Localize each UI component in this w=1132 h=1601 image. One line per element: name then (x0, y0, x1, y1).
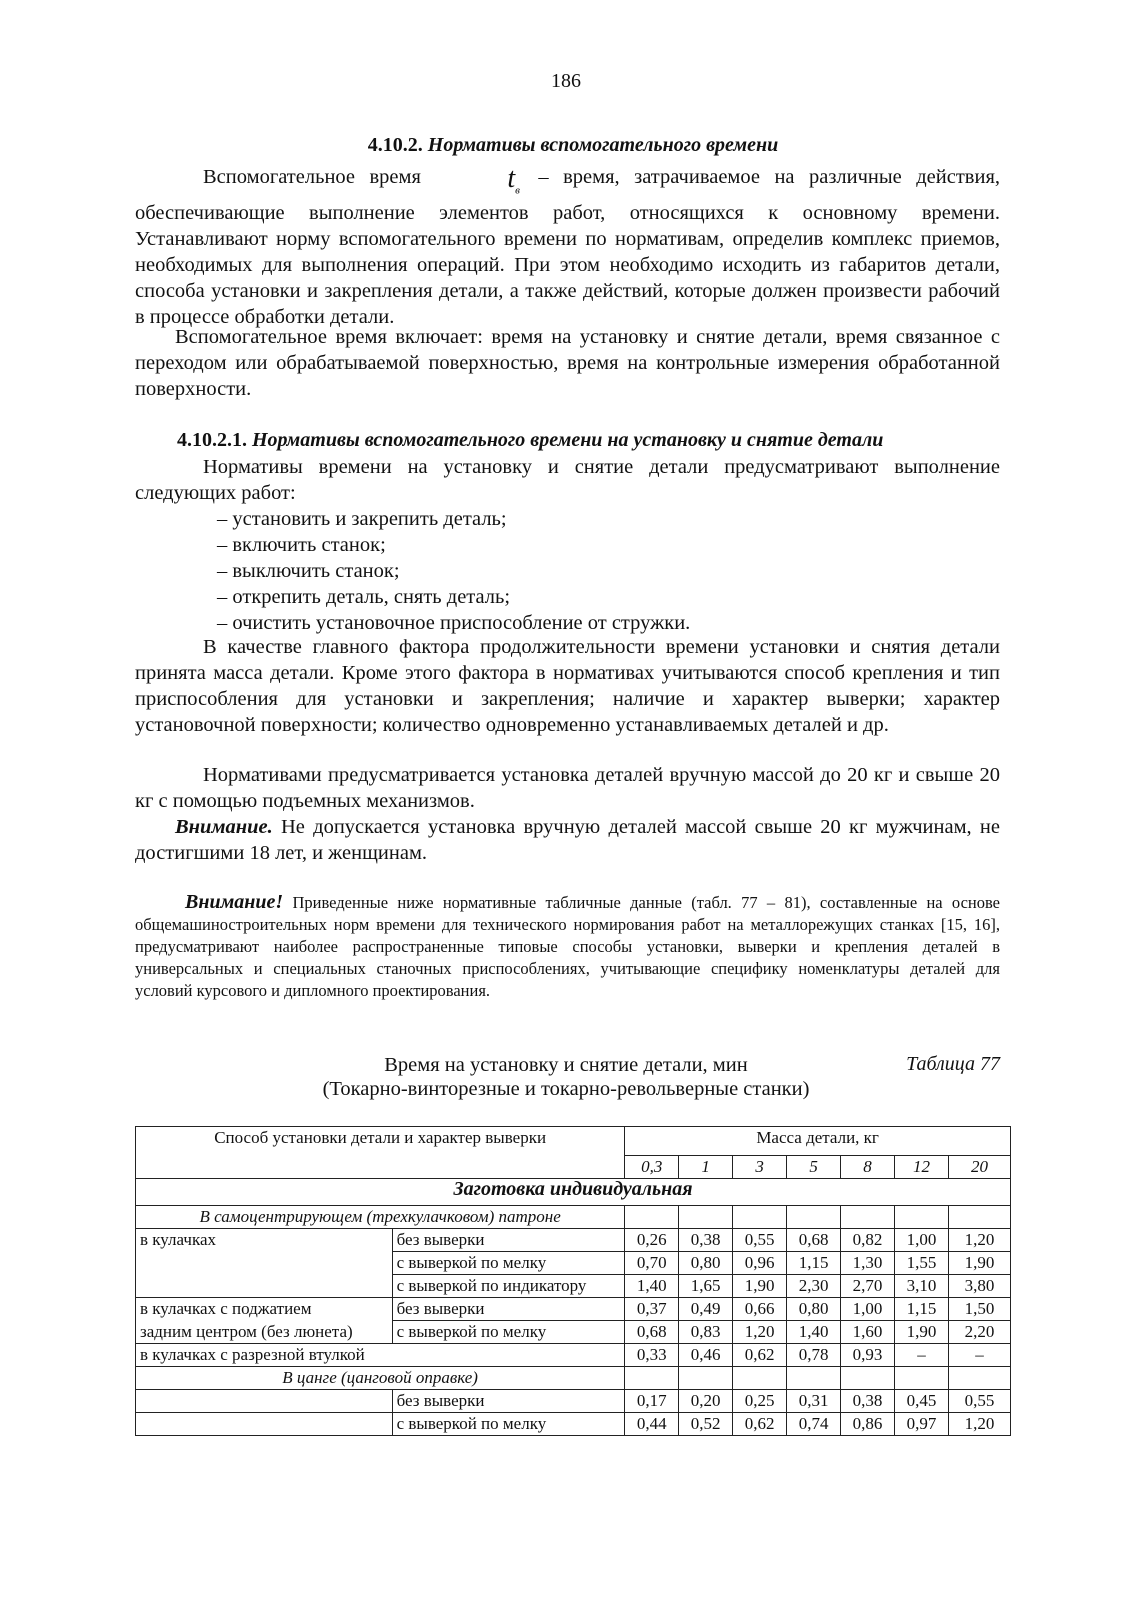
value-cell: 0,55 (948, 1390, 1010, 1413)
note-text: Приведенные ниже нормативные табличные данные (табл. 77 – 81), составленные на основе общемашиностроительных норм времени для технического нормирования работ на металлорежущих станках [15, 16], предусматривают наиболее распространенные типовые способы установки, выверки и крепления деталей в универсальных и специальных станочных приспособлениях, учитывающие специфику номенклатуры деталей для условий курсового и дипломного проектирования. (135, 893, 1000, 1000)
value-cell: – (895, 1344, 949, 1367)
data-table (135, 1126, 1011, 1436)
value-cell: 1,20 (948, 1229, 1010, 1252)
paragraph-2: Вспомогательное время включает: время на установку и снятие детали, время связанное с переходом или обрабатываемой поверхностью, время на контрольные измерения обработанной поверхности. (135, 326, 1000, 400)
value-cell: 1,40 (625, 1275, 679, 1298)
subheader-row (136, 1367, 1011, 1390)
value-cell: 1,30 (841, 1252, 895, 1275)
alignment-cell: без выверки (392, 1390, 625, 1413)
alignment-cell: без выверки (392, 1229, 625, 1252)
value-cell: 1,90 (948, 1252, 1010, 1275)
value-cell: 3,10 (895, 1275, 949, 1298)
table-row (136, 1298, 1011, 1321)
alignment-cell: с выверкой по мелку (392, 1321, 625, 1344)
empty-cell (948, 1206, 1010, 1229)
value-cell: 0,70 (625, 1252, 679, 1275)
value-cell: 0,68 (787, 1229, 841, 1252)
attention-label: Внимание. (175, 816, 273, 838)
subsection-heading (135, 427, 1012, 453)
value-cell: 0,45 (895, 1390, 949, 1413)
value-cell: 2,70 (841, 1275, 895, 1298)
value-cell: 0,68 (625, 1321, 679, 1344)
list-item: – очистить установочное приспособление от стружки. (217, 612, 691, 634)
list-item: – включить станок; (217, 534, 386, 556)
subsection-number: 4.10.2.1. (177, 429, 247, 451)
mass-header: Масса детали, кг (625, 1127, 1011, 1156)
attention-text: Не допускается установка вручную деталей массой свыше 20 кг мужчинам, не достигшими 18 лет, и женщинам. (135, 816, 1000, 864)
value-cell: 0,46 (679, 1344, 733, 1367)
section-title: Нормативы вспомогательного времени (427, 134, 779, 156)
value-cell: 0,62 (733, 1413, 787, 1436)
list-item: – открепить деталь, снять деталь; (217, 586, 511, 608)
value-cell: 1,90 (733, 1275, 787, 1298)
table-header-row (136, 1127, 1011, 1156)
paragraph-1-start: Вспомогательное время (203, 166, 421, 188)
value-cell: 1,40 (787, 1321, 841, 1344)
value-cell: 1,20 (733, 1321, 787, 1344)
value-cell: 0,26 (625, 1229, 679, 1252)
empty-cell (895, 1367, 949, 1390)
paragraph-3: В качестве главного фактора продолжительности времени установки и снятия детали принята масса детали. Кроме этого фактора в нормативах учитываются способ крепления и тип приспособления для установки и закрепления; наличие и характер выверки; характер установочной поверхности; количество одновременно устанавливаемых деталей и др. (135, 636, 1000, 736)
empty-cell (733, 1367, 787, 1390)
table-row (136, 1390, 1011, 1413)
mass-cell: 1 (679, 1156, 733, 1179)
empty-cell (136, 1413, 393, 1436)
value-cell: – (948, 1344, 1010, 1367)
empty-cell (625, 1367, 679, 1390)
value-cell: 0,25 (733, 1390, 787, 1413)
value-cell: 0,37 (625, 1298, 679, 1321)
empty-cell (948, 1367, 1010, 1390)
list-item: – установить и закрепить деталь; (217, 508, 507, 530)
alignment-cell: с выверкой по мелку (392, 1413, 625, 1436)
value-cell: 0,97 (895, 1413, 949, 1436)
value-cell: 0,38 (679, 1229, 733, 1252)
list-item: – выключить станок; (217, 560, 400, 582)
value-cell: 1,15 (895, 1298, 949, 1321)
alignment-cell: без выверки (392, 1298, 625, 1321)
value-cell: 0,66 (733, 1298, 787, 1321)
table-label: Таблица 77 (906, 1053, 1000, 1075)
mass-cell: 12 (895, 1156, 949, 1179)
empty-cell (733, 1206, 787, 1229)
alignment-cell: с выверкой по индикатору (392, 1275, 625, 1298)
subheader-cell: В цанге (цанговой оправке) (136, 1367, 625, 1390)
method-cell: в кулачках с поджатием (136, 1298, 393, 1321)
empty-cell (841, 1206, 895, 1229)
value-cell: 0,20 (679, 1390, 733, 1413)
attention-paragraph (135, 814, 1000, 866)
value-cell: 1,55 (895, 1252, 949, 1275)
value-cell: 0,96 (733, 1252, 787, 1275)
value-cell: 0,38 (841, 1390, 895, 1413)
time-symbol (439, 163, 520, 204)
note-label: Внимание! (185, 891, 284, 913)
paragraph-4: Нормативами предусматривается установка деталей вручную массой до 20 кг и свыше 20 кг с помощью подъемных механизмов. (135, 764, 1000, 812)
time-symbol-letter: t (507, 163, 516, 194)
value-cell: 1,50 (948, 1298, 1010, 1321)
empty-cell (625, 1206, 679, 1229)
section-number: 4.10.2. (367, 134, 423, 156)
value-cell: 0,82 (841, 1229, 895, 1252)
value-cell: 1,90 (895, 1321, 949, 1344)
paragraph-1 (135, 162, 1000, 330)
value-cell: 1,65 (679, 1275, 733, 1298)
method-cell: в кулачках с разрезной втулкой (136, 1344, 625, 1367)
subheader-row (136, 1206, 1011, 1229)
mass-cell: 3 (733, 1156, 787, 1179)
value-cell: 1,20 (948, 1413, 1010, 1436)
method-header: Способ установки детали и характер выверки (136, 1127, 625, 1179)
value-cell: 2,20 (948, 1321, 1010, 1344)
subheader-cell: В самоцентрирующем (трехкулачковом) патроне (136, 1206, 625, 1229)
value-cell: 0,93 (841, 1344, 895, 1367)
section-heading (135, 132, 1011, 158)
value-cell: 2,30 (787, 1275, 841, 1298)
time-symbol-subscript: в (515, 184, 520, 197)
value-cell: 0,52 (679, 1413, 733, 1436)
table-row (136, 1229, 1011, 1252)
alignment-cell: с выверкой по мелку (392, 1252, 625, 1275)
note-paragraph (135, 891, 1000, 1002)
page-number: 186 (551, 70, 581, 92)
section-title-cell: Заготовка индивидуальная (136, 1179, 1011, 1206)
table-row (136, 1413, 1011, 1436)
value-cell: 0,83 (679, 1321, 733, 1344)
table-caption: Время на установку и снятие детали, мин (384, 1054, 748, 1076)
subsection-title: Нормативы вспомогательного времени на установку и снятие детали (252, 429, 884, 451)
value-cell: 0,78 (787, 1344, 841, 1367)
empty-cell (841, 1367, 895, 1390)
mass-cell: 20 (948, 1156, 1010, 1179)
value-cell: 0,74 (787, 1413, 841, 1436)
mass-cell: 5 (787, 1156, 841, 1179)
empty-cell (679, 1206, 733, 1229)
value-cell: 0,80 (679, 1252, 733, 1275)
method-cell: задним центром (без люнета) (136, 1321, 393, 1344)
value-cell: 0,44 (625, 1413, 679, 1436)
value-cell: 0,55 (733, 1229, 787, 1252)
paragraph-intro: Нормативы времени на установку и снятие детали предусматривают выполнение следующих работ: (135, 456, 1000, 504)
value-cell: 1,00 (895, 1229, 949, 1252)
value-cell: 0,80 (787, 1298, 841, 1321)
table-subcaption: (Токарно-винторезные и токарно-револьверные станки) (322, 1078, 810, 1100)
method-cell: в кулачках (136, 1229, 393, 1298)
empty-cell (787, 1367, 841, 1390)
work-list (135, 506, 1000, 636)
paragraph-1-rest: – время, затрачиваемое на различные действия, обеспечивающие выполнение элементов работ, относящихся к основному времени. Устанавливают норму вспомогательного времени по нормативам, определив комплекс приемов, необходимых для выполнения операций. При этом необходимо исходить из габаритов детали, способа установки и закрепления детали, а также действий, которые должен произвести рабочий в процессе обработки детали. (135, 166, 1001, 328)
value-cell: 1,60 (841, 1321, 895, 1344)
value-cell: 0,49 (679, 1298, 733, 1321)
value-cell: 0,17 (625, 1390, 679, 1413)
mass-cell: 8 (841, 1156, 895, 1179)
empty-cell (895, 1206, 949, 1229)
value-cell: 0,33 (625, 1344, 679, 1367)
empty-cell (136, 1390, 393, 1413)
section-row (136, 1179, 1011, 1206)
value-cell: 1,00 (841, 1298, 895, 1321)
table-row (136, 1321, 1011, 1344)
value-cell: 1,15 (787, 1252, 841, 1275)
table-row (136, 1344, 1011, 1367)
value-cell: 0,62 (733, 1344, 787, 1367)
value-cell: 0,31 (787, 1390, 841, 1413)
value-cell: 0,86 (841, 1413, 895, 1436)
mass-cell: 0,3 (625, 1156, 679, 1179)
value-cell: 3,80 (948, 1275, 1010, 1298)
empty-cell (679, 1367, 733, 1390)
empty-cell (787, 1206, 841, 1229)
